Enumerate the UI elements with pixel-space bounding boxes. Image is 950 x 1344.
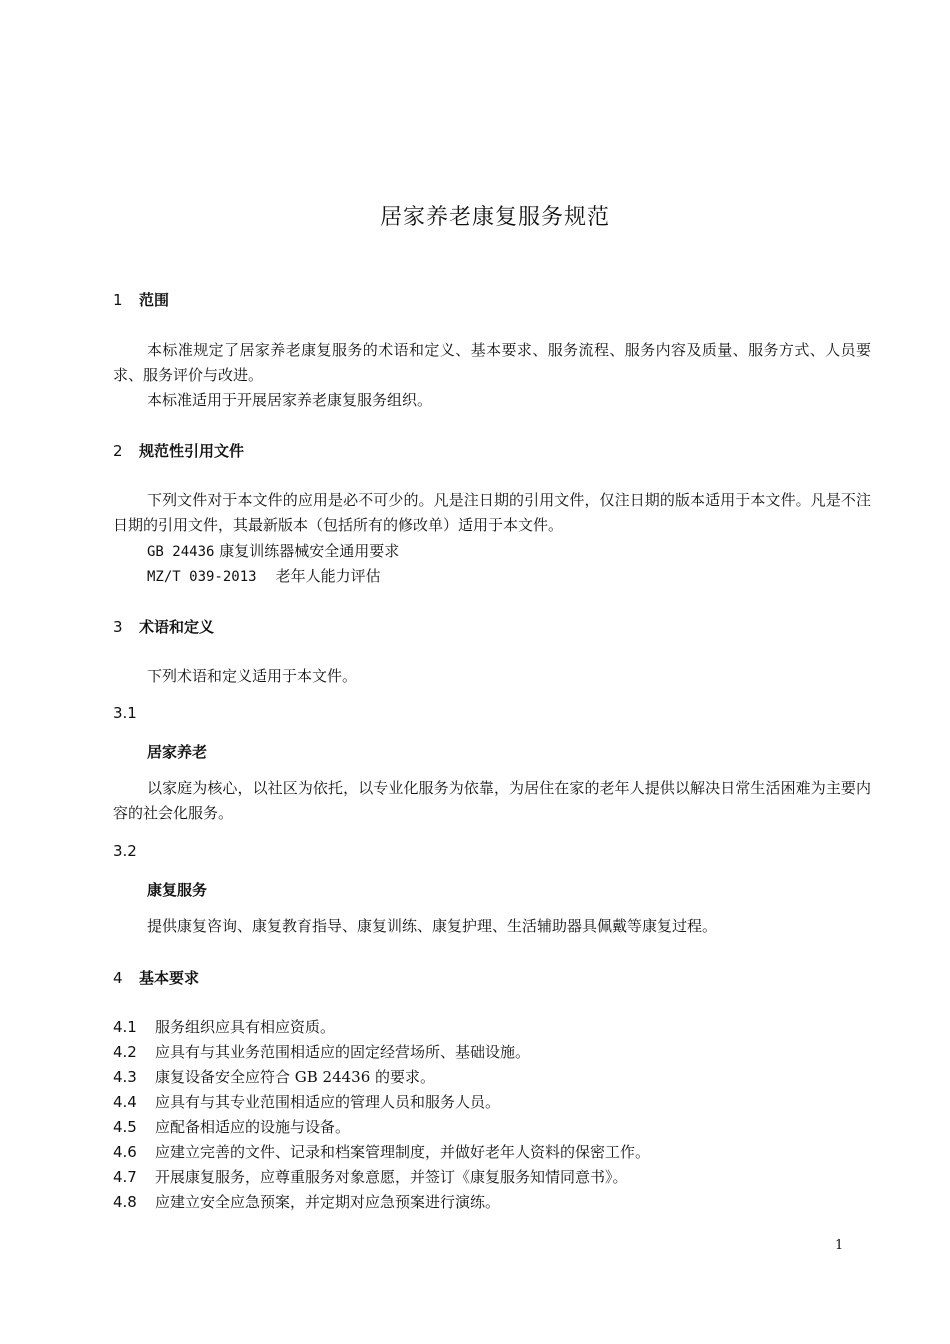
section-number: 1 — [113, 291, 123, 309]
term-name: 居家养老 — [147, 743, 208, 761]
term-number: 3.2 — [113, 842, 137, 860]
term-number: 3.1 — [113, 704, 137, 722]
requirement-text: 开展康复服务，应尊重服务对象意愿，并签订《康复服务知情同意书》。 — [155, 1168, 628, 1186]
section-number: 3 — [113, 618, 123, 636]
requirement-item — [113, 1141, 650, 1162]
requirement-text: 服务组织应具有相应资质。 — [155, 1018, 336, 1036]
reference-item — [147, 540, 399, 561]
requirement-number: 4.2 — [113, 1043, 137, 1061]
reference-name: 康复训练器械安全通用要求 — [219, 542, 400, 560]
requirement-item — [113, 1066, 435, 1087]
requirement-number: 4.1 — [113, 1018, 137, 1036]
requirement-text: 康复设备安全应符合 GB 24436 的要求。 — [155, 1068, 436, 1086]
requirement-item — [113, 1016, 335, 1037]
references-intro: 下列文件对于本文件的应用是必不可少的。凡是注日期的引用文件，仅注日期的版本适用于本文件。凡是不注日期的引用文件，其最新版本（包括所有的修改单）适用于本文件。 — [113, 491, 871, 534]
reference-code: GB 24436 — [147, 544, 215, 560]
section-title: 范围 — [139, 291, 170, 309]
requirement-text: 应建立完善的文件、记录和档案管理制度，并做好老年人资料的保密工作。 — [155, 1143, 651, 1161]
requirement-number: 4.8 — [113, 1193, 137, 1211]
reference-name: 老年人能力评估 — [275, 567, 381, 585]
requirement-item — [113, 1041, 530, 1062]
requirement-item — [113, 1166, 628, 1187]
terms-intro: 下列术语和定义适用于本文件。 — [147, 667, 358, 685]
scope-paragraph-1: 本标准规定了居家养老康复服务的术语和定义、基本要求、服务流程、服务内容及质量、服务方式、人员要求、服务评价与改进。 — [113, 341, 871, 384]
reference-code: MZ/T 039-2013 — [147, 569, 257, 585]
requirement-number: 4.7 — [113, 1168, 137, 1186]
requirement-item — [113, 1091, 500, 1112]
section-number: 2 — [113, 442, 123, 460]
requirement-number: 4.4 — [113, 1093, 137, 1111]
section-number: 4 — [113, 969, 123, 987]
section-title: 规范性引用文件 — [139, 442, 245, 460]
requirement-text: 应配备相适应的设施与设备。 — [155, 1118, 351, 1136]
section-2-heading — [113, 440, 244, 461]
section-3-heading — [113, 616, 214, 637]
requirement-number: 4.5 — [113, 1118, 137, 1136]
requirement-text: 应建立安全应急预案，并定期对应急预案进行演练。 — [155, 1193, 501, 1211]
requirement-text: 应具有与其专业范围相适应的管理人员和服务人员。 — [155, 1093, 501, 1111]
document-title: 居家养老康复服务规范 — [379, 205, 610, 230]
scope-paragraph-2: 本标准适用于开展居家养老康复服务组织。 — [147, 391, 433, 409]
requirement-text: 应具有与其业务范围相适应的固定经营场所、基础设施。 — [155, 1043, 531, 1061]
section-title: 术语和定义 — [139, 618, 215, 636]
section-1-heading — [113, 289, 169, 310]
page-number: 1 — [835, 1238, 844, 1253]
reference-item — [147, 565, 381, 586]
term-definition: 提供康复咨询、康复教育指导、康复训练、康复护理、生活辅助器具佩戴等康复过程。 — [147, 917, 718, 935]
requirement-number: 4.6 — [113, 1143, 137, 1161]
section-title: 基本要求 — [139, 969, 200, 987]
requirement-number: 4.3 — [113, 1068, 137, 1086]
requirement-item — [113, 1191, 500, 1212]
term-name: 康复服务 — [147, 881, 208, 899]
requirement-item — [113, 1116, 350, 1137]
section-4-heading — [113, 967, 199, 988]
term-definition: 以家庭为核心，以社区为依托，以专业化服务为依靠，为居住在家的老年人提供以解决日常生活困难为主要内容的社会化服务。 — [113, 779, 871, 822]
